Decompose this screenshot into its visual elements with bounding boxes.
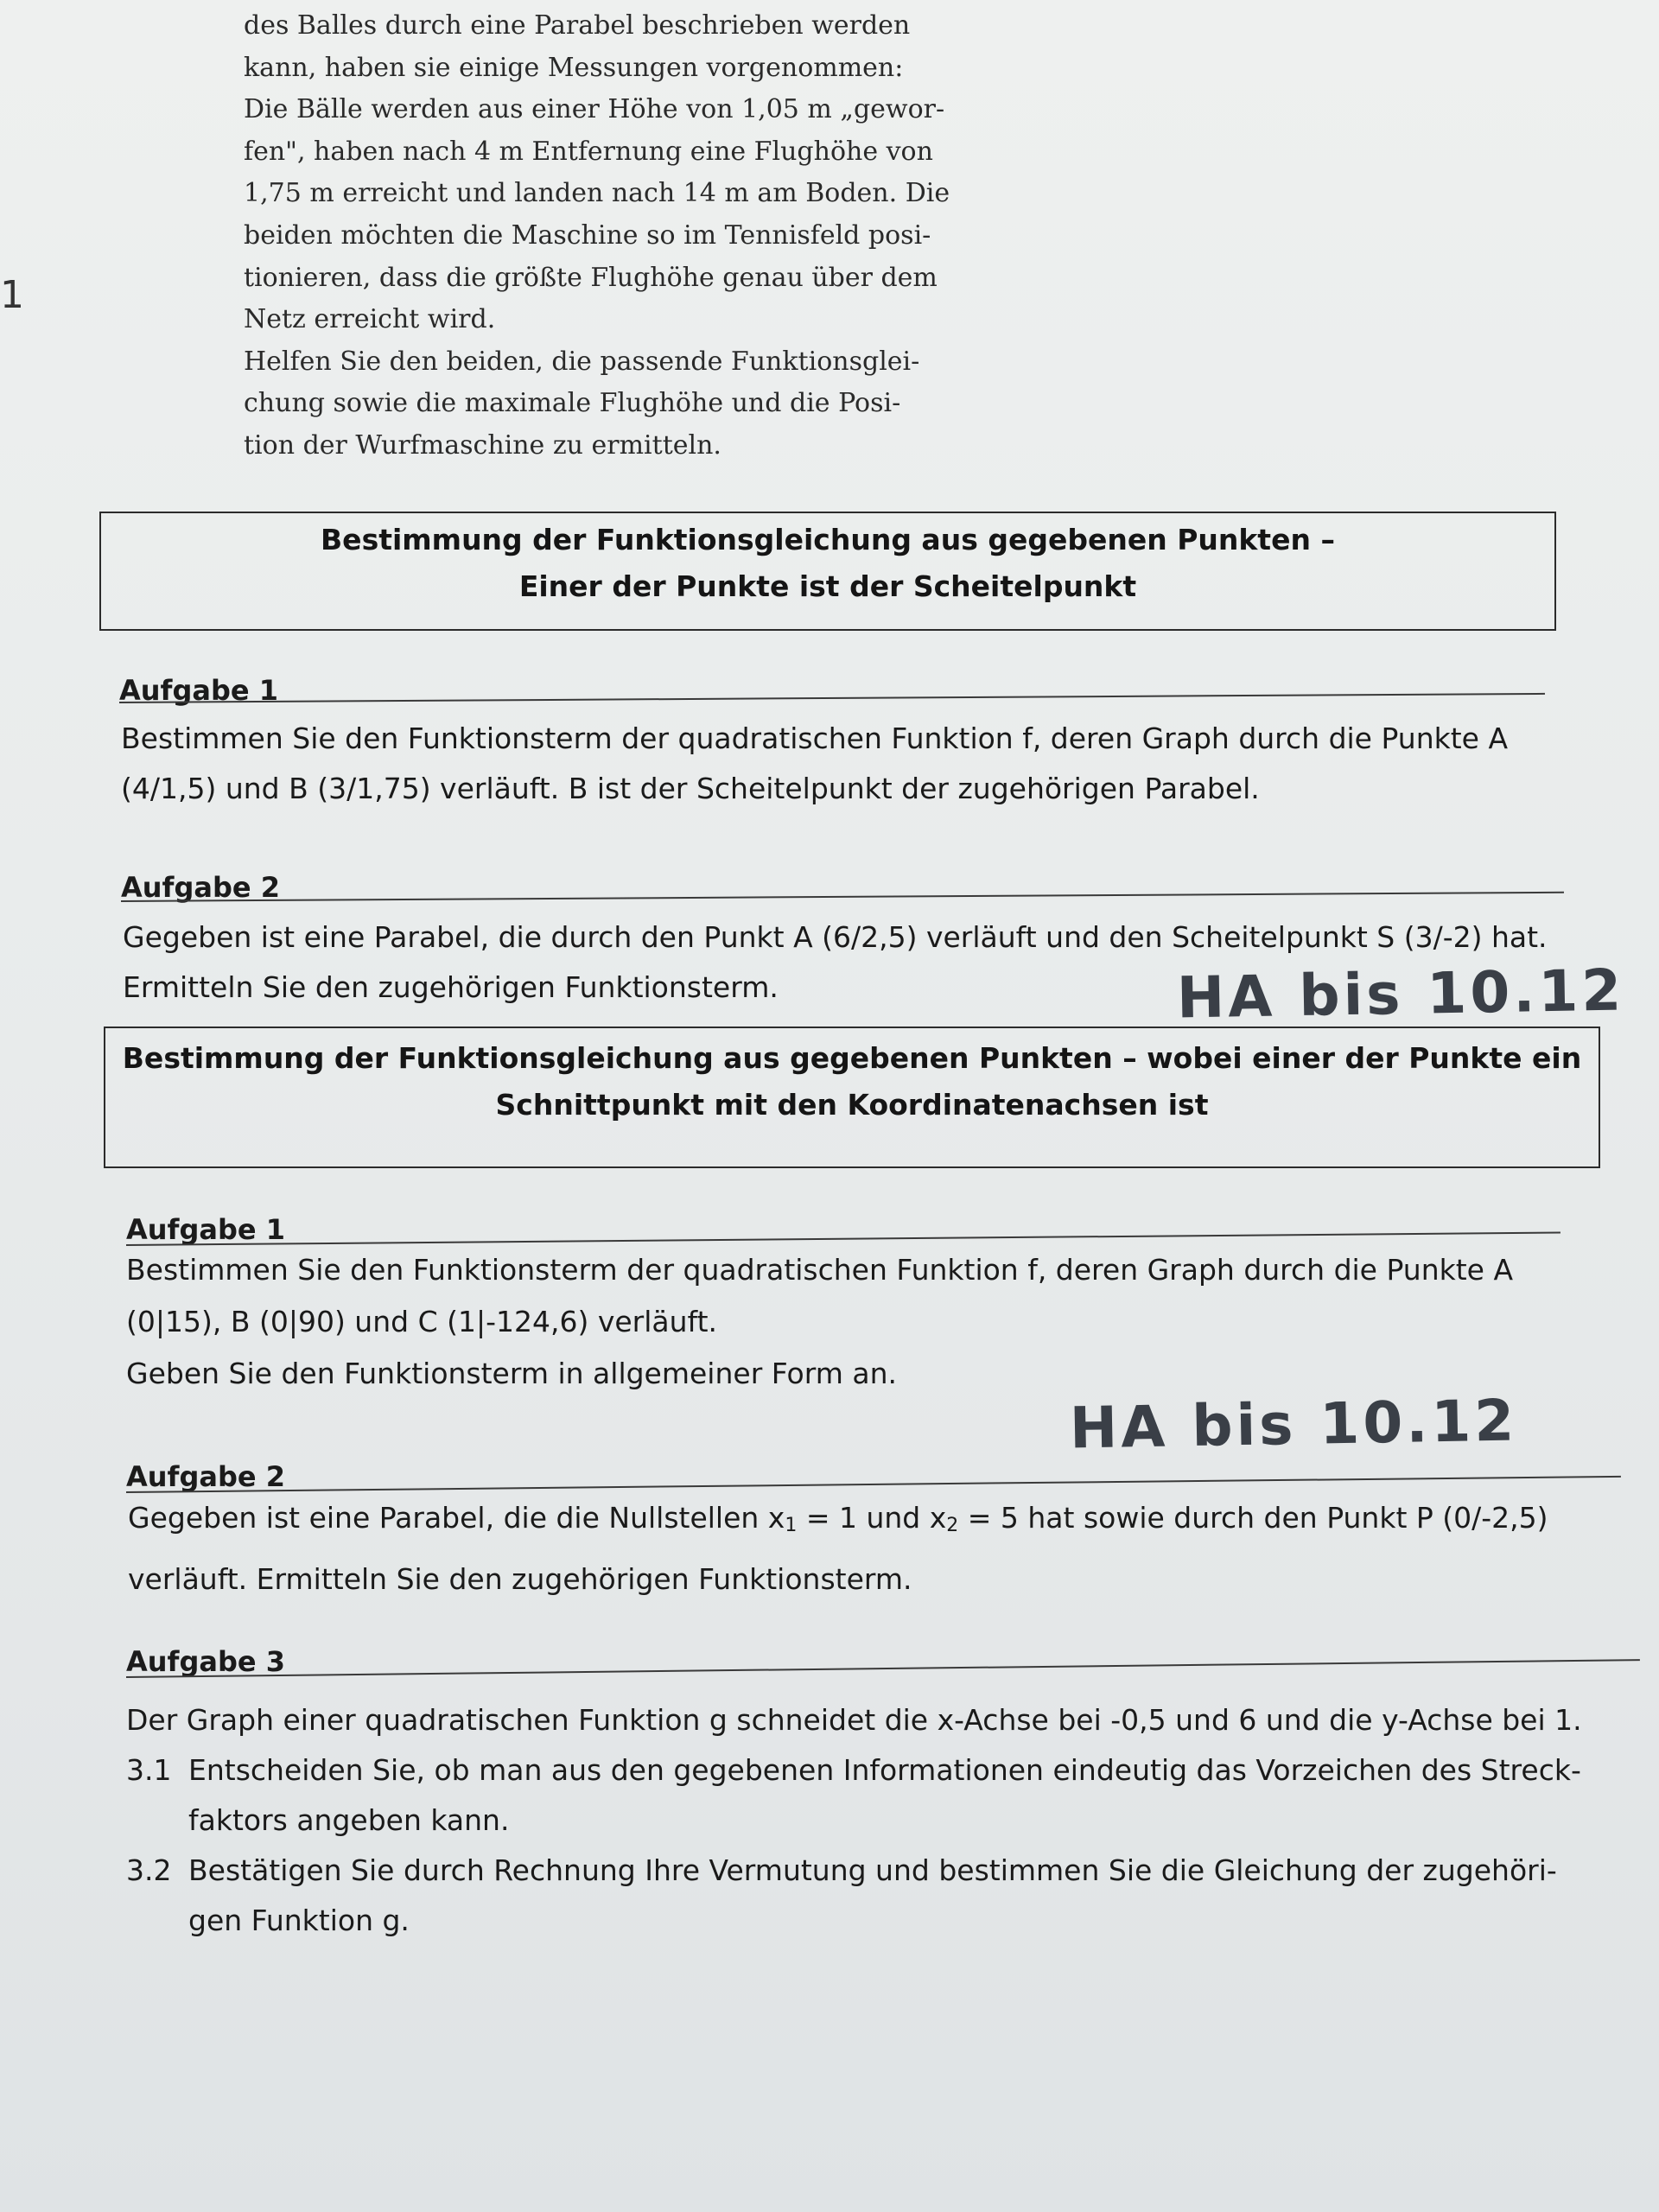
- task-heading: Aufgabe 2: [126, 1460, 285, 1493]
- subtask-number: 3.1: [126, 1753, 172, 1787]
- task-text: [126, 1244, 1513, 1400]
- subscript: 2: [946, 1515, 959, 1536]
- task-text-line: Bestimmen Sie den Funktionsterm der quadratischen Funktion f, deren Graph durch die Punkte A: [121, 721, 1509, 755]
- subscript: 1: [785, 1515, 798, 1536]
- divider: [119, 693, 1545, 703]
- divider: [121, 892, 1564, 902]
- subtask-text: Entscheiden Sie, ob man aus den gegebenen Informationen eindeutig das Vorzeichen des Streck-: [188, 1753, 1581, 1787]
- section2-title-line: Bestimmung der Funktionsgleichung aus gegebenen Punkten – wobei einer der Punkte ein: [122, 1041, 1582, 1075]
- task-heading: Aufgabe 1: [126, 1213, 285, 1246]
- task-text-line: (4/1,5) und B (3/1,75) verläuft. B ist der Scheitelpunkt der zugehörigen Parabel.: [121, 772, 1260, 805]
- section1-title-line: Einer der Punkte ist der Scheitelpunkt: [518, 569, 1137, 603]
- text-fragment: = 5 hat sowie durch den Punkt P (0/-2,5): [958, 1501, 1548, 1535]
- divider: [126, 1659, 1640, 1678]
- task-text-line: Ermitteln Sie den zugehörigen Funktionsterm.: [123, 970, 779, 1004]
- intro-line: Helfen Sie den beiden, die passende Funktionsglei-: [244, 346, 920, 377]
- task-heading: Aufgabe 1: [119, 674, 278, 707]
- subtask-number: 3.2: [126, 1853, 172, 1887]
- subtask-text: faktors angeben kann.: [188, 1803, 510, 1837]
- task-text-line: Bestimmen Sie den Funktionsterm der quadratischen Funktion f, deren Graph durch die Punkte A: [126, 1253, 1514, 1287]
- intro-line: tion der Wurfmaschine zu ermitteln.: [244, 429, 721, 461]
- intro-line: des Balles durch eine Parabel beschrieben werden: [244, 10, 911, 41]
- task-text-line: [128, 1491, 1548, 1553]
- handwritten-note: HA bis 10.12: [1069, 1387, 1518, 1462]
- intro-line: Die Bälle werden aus einer Höhe von 1,05 m „gewor-: [244, 94, 945, 125]
- intro-paragraph: [244, 5, 950, 467]
- section2-title-box: [104, 1027, 1600, 1168]
- subtask-text: gen Funktion g.: [188, 1904, 410, 1937]
- task-heading: Aufgabe 2: [121, 871, 280, 904]
- intro-line: Netz erreicht wird.: [244, 304, 496, 335]
- task-text: [128, 1491, 1548, 1606]
- section1-title-box: [99, 512, 1556, 631]
- intro-line: fen", haben nach 4 m Entfernung eine Flughöhe von: [244, 136, 933, 167]
- subtask-3-1: [126, 1745, 1582, 1796]
- task-text: [121, 714, 1508, 814]
- task-text-line: Gegeben ist eine Parabel, die durch den Punkt A (6/2,5) verläuft und den Scheitelpunkt S (3/-2) hat.: [123, 920, 1548, 954]
- divider: [126, 1476, 1621, 1493]
- task-text-line: Der Graph einer quadratischen Funktion g schneidet die x-Achse bei -0,5 und 6 und die y-Achse bei 1.: [126, 1703, 1582, 1737]
- text-fragment: = 1 und x: [797, 1501, 947, 1535]
- handwritten-note: HA bis 10.12: [1176, 957, 1625, 1032]
- intro-line: tionieren, dass die größte Flughöhe genau über dem: [244, 262, 938, 293]
- task-text: [126, 1695, 1582, 1946]
- margin-mark: 1: [0, 273, 24, 317]
- section1-title-line: Bestimmung der Funktionsgleichung aus gegebenen Punkten –: [321, 523, 1335, 556]
- task-heading: Aufgabe 3: [126, 1645, 285, 1678]
- intro-line: 1,75 m erreicht und landen nach 14 m am Boden. Die: [244, 178, 950, 209]
- task-text-line: (0|15), B (0|90) und C (1|-124,6) verläuft.: [126, 1305, 718, 1338]
- intro-line: beiden möchten die Maschine so im Tennisfeld posi-: [244, 219, 931, 251]
- task-text-line: Geben Sie den Funktionsterm in allgemeiner Form an.: [126, 1357, 897, 1390]
- section2-title-line: Schnittpunkt mit den Koordinatenachsen ist: [495, 1088, 1209, 1122]
- task-text-line: verläuft. Ermitteln Sie den zugehörigen Funktionsterm.: [128, 1562, 912, 1596]
- subtask-text: Bestätigen Sie durch Rechnung Ihre Vermutung und bestimmen Sie die Gleichung der zugehöri-: [188, 1853, 1557, 1887]
- intro-line: chung sowie die maximale Flughöhe und die Posi-: [244, 388, 901, 419]
- intro-line: kann, haben sie einige Messungen vorgenommen:: [244, 52, 904, 83]
- text-fragment: Gegeben ist eine Parabel, die die Nullstellen x: [128, 1501, 785, 1535]
- subtask-3-2: [126, 1846, 1582, 1896]
